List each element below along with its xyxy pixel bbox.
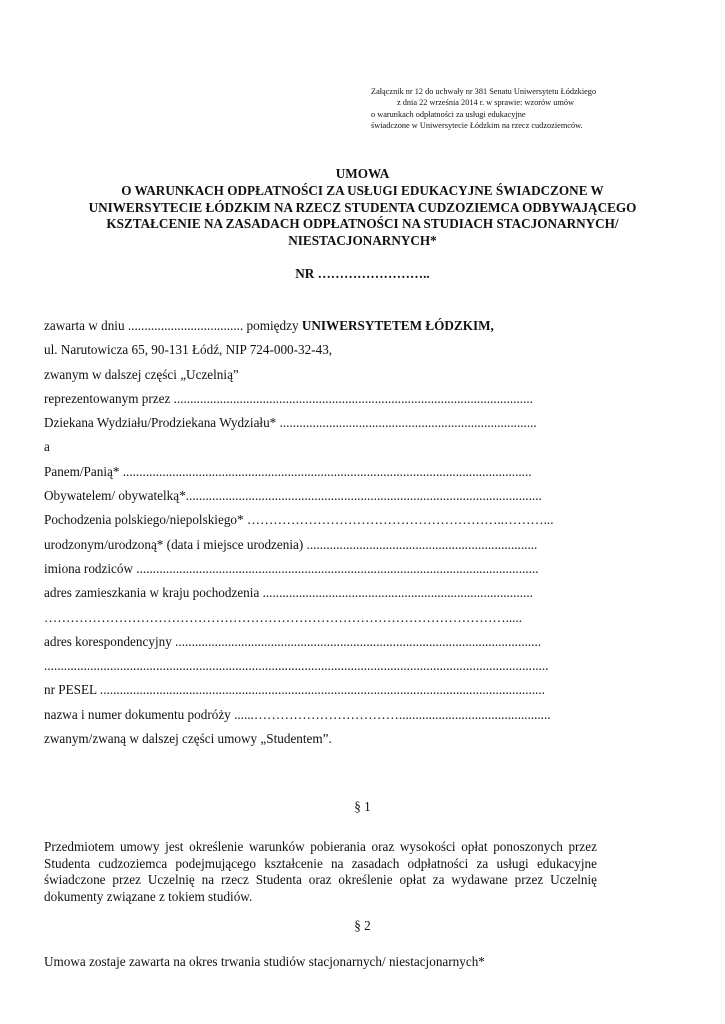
title-line: UMOWA: [335, 166, 390, 181]
title-line: O WARUNKACH ODPŁATNOŚCI ZA USŁUGI EDUKACYJNE ŚWIADCZONE W: [121, 182, 604, 198]
attachment-note-line: z dnia 22 września 2014 r. w sprawie: wzorów umów: [397, 98, 574, 108]
date-line: [44, 314, 598, 338]
home-address-field: adres zamieszkania w kraju pochodzenia ..................................................................................: [44, 585, 533, 601]
travel-document-field: nazwa i numer dokumentu podróży ......……………………………..............................................: [44, 706, 551, 722]
attachment-note: [371, 86, 691, 132]
correspondence-address-continuation: .........................................................................................................................................................: [44, 658, 549, 674]
university-called: zwanym w dalszej części „Uczelnią”: [44, 366, 239, 382]
section-1-symbol: § 1: [354, 799, 371, 814]
dean-field: Dziekana Wydziału/Prodziekana Wydziału* ..............................................................................: [44, 415, 537, 431]
attachment-note-line: świadczone w Uniwersytecie Łódzkim na rzecz cudzoziemców.: [371, 121, 583, 131]
date-prefix: zawarta w dniu ................................... pomiędzy: [44, 318, 302, 333]
agreement-number: NR ……………………..: [295, 266, 430, 281]
document-title: [0, 166, 725, 250]
university-address: ul. Narutowicza 65, 90-131 Łódź, NIP 724-000-32-43,: [44, 342, 333, 358]
student-called: zwanym/zwaną w dalszej części umowy „Studentem”.: [44, 731, 332, 747]
correspondence-address-field: adres korespondencyjny ...............................................................................................................: [44, 633, 542, 649]
represented-by-field: reprezentowanym przez .............................................................................................................: [44, 390, 533, 406]
and-word: a: [44, 439, 50, 455]
birth-field: urodzonym/urodzoną* (data i miejsce urodzenia) ......................................................................: [44, 536, 538, 552]
title-line: NIESTACJONARNYCH*: [288, 233, 437, 249]
attachment-note-line: Załącznik nr 12 do uchwały nr 381 Senatu Uniwersytetu Łódzkiego: [371, 87, 597, 96]
attachment-note-line: o warunkach odpłatności za usługi edukacyjne: [371, 109, 526, 119]
university-name: UNIWERSYTETEM ŁÓDZKIM,: [301, 318, 494, 333]
citizenship-field: Obywatelem/ obywatelką*............................................................................................................: [44, 488, 542, 504]
section-2-symbol: § 2: [354, 918, 371, 933]
parents-field: imiona rodziców ..........................................................................................................................: [44, 560, 539, 576]
pesel-field: nr PESEL .......................................................................................................................................: [44, 682, 546, 698]
home-address-continuation: …………………………………………………………………………………………….....: [44, 609, 523, 625]
origin-field: Pochodzenia polskiego/niepolskiego* …………………………………………………..………...: [44, 512, 554, 528]
title-line: KSZTAŁCENIE NA ZASADACH ODPŁATNOŚCI NA STUDIACH STACJONARNYCH/: [106, 216, 619, 232]
parties-section: [44, 314, 598, 751]
section-1-text: Przedmiotem umowy jest określenie warunków pobierania oraz wysokości opłat ponoszonych przez Studenta cudzoziemca podejmującego kształcenie na zasadach odpłatności za usługi edukacyjne świadczone przez Uczelnię na rzecz Studenta oraz określenie opłat za wydawane przez Uczelnię dokumenty związane z tokiem studiów.: [44, 839, 597, 904]
section-2-text: Umowa zostaje zawarta na okres trwania studiów stacjonarnych/ niestacjonarnych*: [44, 954, 485, 969]
title-line: UNIWERSYTECIE ŁÓDZKIM NA RZECZ STUDENTA CUDZOZIEMCA ODBYWAJĄCEGO: [88, 199, 637, 215]
mr-ms-field: Panem/Panią* ............................................................................................................................: [44, 463, 532, 479]
